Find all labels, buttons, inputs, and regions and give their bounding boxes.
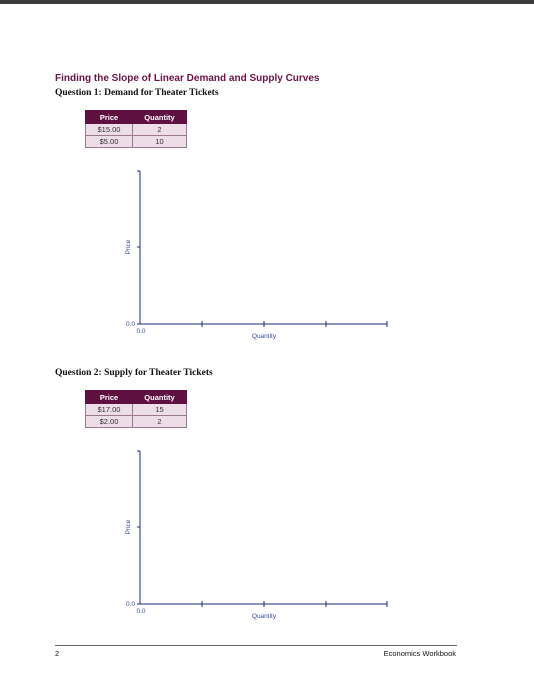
quantity-header: Quantity — [133, 111, 187, 124]
page-number: 2 — [55, 649, 60, 658]
price-cell: $17.00 — [86, 404, 133, 416]
y-axis-label: Price — [125, 239, 132, 255]
table-header-row — [86, 111, 187, 124]
table-row — [86, 124, 187, 136]
table-row — [86, 404, 187, 416]
supply-table — [85, 390, 187, 428]
price-header: Price — [86, 111, 133, 124]
y-origin-label: 0.0 — [125, 601, 135, 608]
y-origin-label: 0.0 — [125, 321, 135, 328]
price-cell: $2.00 — [86, 416, 133, 428]
quantity-cell: 2 — [133, 124, 187, 136]
question-1-title: Question 1: Demand for Theater Tickets — [55, 88, 219, 98]
price-header: Price — [86, 391, 133, 404]
x-axis-label: Quantity — [251, 333, 277, 340]
y-axis-label: Price — [125, 519, 132, 535]
footer-title: Economics Workbook — [383, 649, 456, 658]
question-2-title: Question 2: Supply for Theater Tickets — [55, 368, 213, 378]
table-row — [86, 136, 187, 148]
x-origin-label: 0.0 — [136, 328, 146, 335]
top-border — [0, 0, 534, 4]
page-heading: Finding the Slope of Linear Demand and Supply Curves — [55, 73, 320, 84]
x-origin-label: 0.0 — [136, 608, 146, 615]
price-cell: $15.00 — [86, 124, 133, 136]
quantity-header: Quantity — [133, 391, 187, 404]
x-axis-label: Quantity — [251, 613, 277, 620]
quantity-cell: 2 — [133, 416, 187, 428]
demand-graph — [110, 165, 400, 345]
price-cell: $5.00 — [86, 136, 133, 148]
supply-graph — [110, 445, 400, 625]
quantity-cell: 15 — [133, 404, 187, 416]
table-header-row — [86, 391, 187, 404]
footer-divider — [55, 645, 457, 646]
demand-table — [85, 110, 187, 148]
table-row — [86, 416, 187, 428]
quantity-cell: 10 — [133, 136, 187, 148]
